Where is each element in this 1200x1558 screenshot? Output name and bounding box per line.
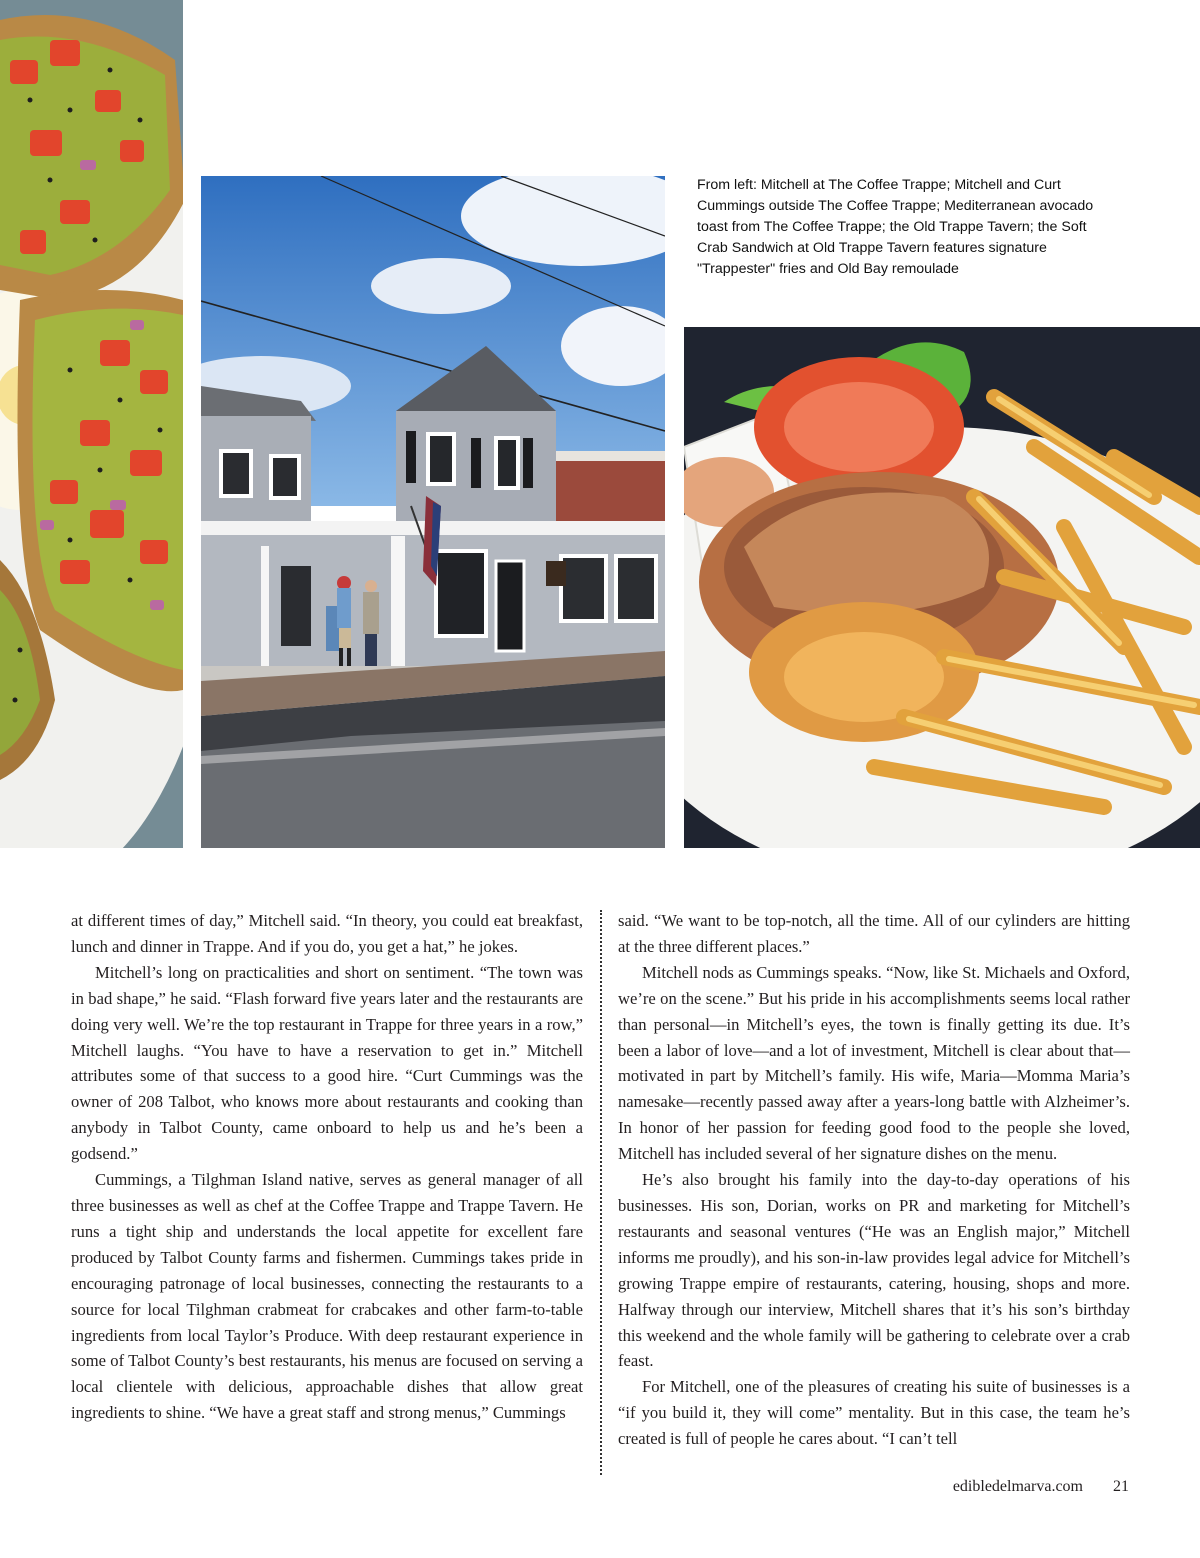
- column-divider: [600, 910, 602, 1475]
- paragraph: Mitchell’s long on practicalities and short on sentiment. “The town was in bad shape,” he said. “Flash forward five years later and the restaurants are doing very well. We’re the top restaurant in Trappe for three years in a row,” Mitchell laughs. “You have to have a reservation to get in.” Mitchell attributes some of that success to a good hire. “Curt Cummings was the owner of 208 Talbot, who knows more about restaurants and cooking than anybody in Talbot County, came onboard to help us and he’s been a godsend.”: [71, 962, 583, 1164]
- avocado-toast-photo: [0, 0, 183, 848]
- photo-caption: From left: Mitchell at The Coffee Trappe; Mitchell and Curt Cummings outside The Coffee Trappe; Mediterranean avocado toast from The Coffee Trappe; the Old Trappe Tavern; the Soft Crab Sandwich at Old Trappe Tavern features signature "Trappester" fries and Old Bay remoulade: [697, 177, 1094, 277]
- paragraph: at different times of day,” Mitchell said. “In theory, you could eat breakfast, lunch and dinner in Trappe. And if you do, you get a hat,” he jokes.: [71, 911, 583, 956]
- page-footer: [953, 1478, 1129, 1496]
- coffee-trappe-street-photo: [201, 176, 665, 848]
- site-url: edibledelmarva.com: [952, 1478, 1083, 1495]
- page-number: 21: [1113, 1478, 1129, 1495]
- paragraph: Mitchell nods as Cummings speaks. “Now, like St. Michaels and Oxford, we’re on the scene.” But his pride in his accomplishments seems local rather than personal—in Mitchell’s eyes, the town is finally getting its due. It’s been a labor of love—and a lot of investment, Mitchell is clear about that—motivated in part by Mitchell’s family. His wife, Maria—Momma Maria’s namesake—recently passed away after a years-long battle with Alzheimer’s. In honor of her passion for feeding good food to the people she loved, Mitchell has included several of her signature dishes on the menu.: [618, 962, 1130, 1164]
- paragraph: Cummings, a Tilghman Island native, serves as general manager of all three businesses as well as chef at the Coffee Trappe and Trappe Tavern. He runs a tight ship and understands the local appetite for excellent fare produced by Talbot County farms and fishermen. Cummings takes pride in encouraging patronage of local businesses, connecting the restaurants to a source for local Tilghman crabmeat for crabcakes and other farm-to-table ingredients from local Taylor’s Produce. With deep restaurant experience in some of Talbot County’s best restaurants, his menus are focused on serving a local clientele with delicious, approachable dishes that allow great ingredients to shine. “We have a great staff and strong menus,” Cummings: [71, 1170, 583, 1423]
- right-text-column: [618, 908, 1130, 1452]
- left-text-column: [71, 908, 583, 1426]
- paragraph: He’s also brought his family into the day-to-day operations of his businesses. His son, Dorian, works on PR and marketing for Mitchell’s restaurants and seasonal ventures (“He was an English major,” Mitchell informs me proudly), and his son-in-law provides legal advice for Mitchell’s growing Trappe empire of restaurants, catering, housing, shops and more. Halfway through our interview, Mitchell shares that it’s his son’s birthday this weekend and the whole family will be gathering to celebrate over a crab feast.: [618, 1170, 1130, 1371]
- paragraph: said. “We want to be top-notch, all the time. All of our cylinders are hitting at the three different places.”: [618, 911, 1130, 956]
- paragraph: For Mitchell, one of the pleasures of creating his suite of businesses is a “if you build it, they will come” mentality. But in this case, the team he’s created is full of people he cares about. “I can’t tell: [618, 1377, 1130, 1449]
- soft-crab-sandwich-photo: [684, 327, 1200, 848]
